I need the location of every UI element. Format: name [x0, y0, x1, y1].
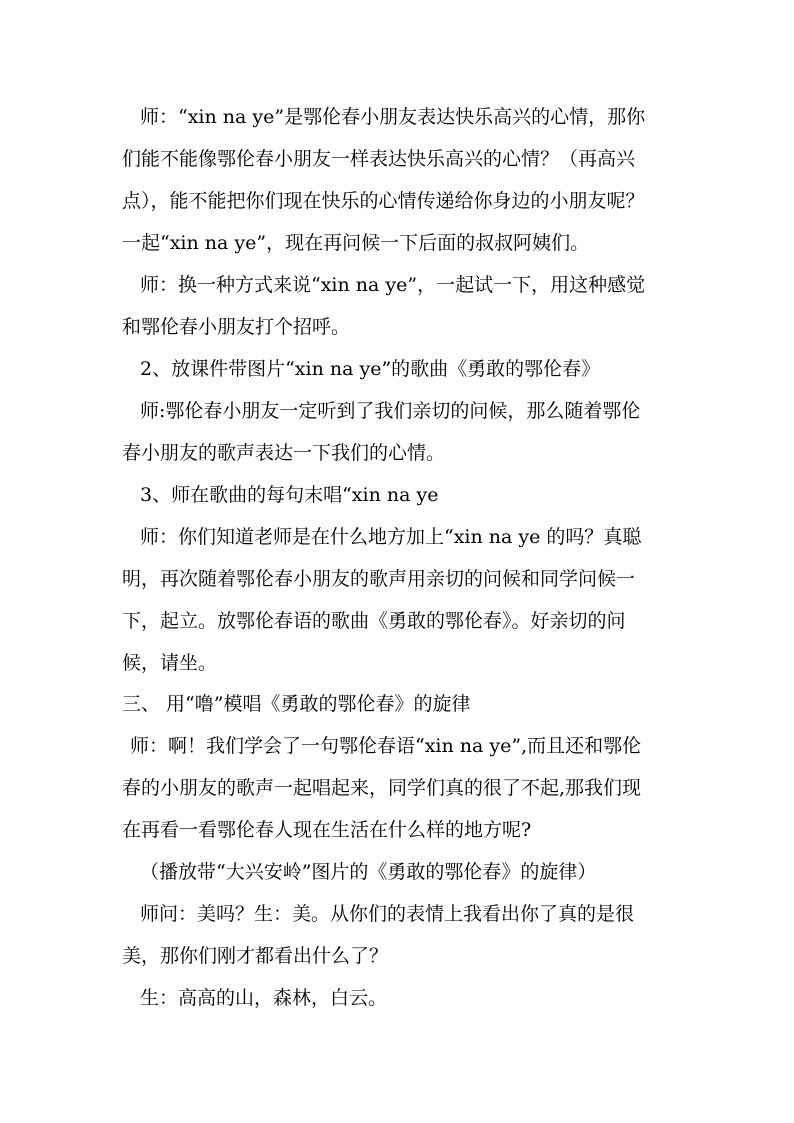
- paragraph-line: 师：你们知道老师是在什么地方加上“xin na ye 的吗？真聪: [140, 526, 642, 548]
- paragraph-line: 和鄂伦春小朋友打个招呼。: [122, 316, 351, 338]
- paragraph-line: （播放带“大兴安岭”图片的《勇敢的鄂伦春》的旋律）: [140, 861, 597, 883]
- section-heading: 3、师在歌曲的每句末唱“xin na ye: [140, 484, 439, 506]
- paragraph-line: 师：换一种方式来说“xin na ye”，一起试一下，用这种感觉: [140, 274, 646, 296]
- section-heading: 2、放课件带图片“xin na ye”的歌曲《勇敢的鄂伦春》: [140, 358, 601, 380]
- paragraph-line: 点），能不能把你们现在快乐的心情传递给你身边的小朋友呢？: [122, 190, 645, 212]
- paragraph-line: 美，那你们刚才都看出什么了？: [122, 945, 389, 967]
- paragraph-line: 生：高高的山，森林，白云。: [140, 987, 388, 1009]
- paragraph-line: 候，请坐。: [122, 652, 218, 674]
- section-heading: 三、 用“噜”模唱《勇敢的鄂伦春》的旋律: [122, 693, 471, 715]
- paragraph-line: 春的小朋友的歌声一起唱起来，同学们真的很了不起,那我们现: [122, 777, 642, 799]
- paragraph-line: 下，起立。放鄂伦春语的歌曲《勇敢的鄂伦春》。好亲切的问: [122, 610, 626, 632]
- paragraph-line: 师：“xin na ye”是鄂伦春小朋友表达快乐高兴的心情，那你: [140, 106, 646, 128]
- paragraph-line: 师：啊！我们学会了一句鄂伦春语“xin na ye”,而且还和鄂伦: [130, 735, 642, 757]
- paragraph-line: 明，再次随着鄂伦春小朋友的歌声用亲切的问候和同学问候一: [122, 568, 636, 590]
- paragraph-line: 们能不能像鄂伦春小朋友一样表达快乐高兴的心情？（再高兴: [122, 148, 636, 170]
- paragraph-line: 春小朋友的歌声表达一下我们的心情。: [122, 442, 446, 464]
- paragraph-line: 在再看一看鄂伦春人现在生活在什么样的地方呢?: [122, 819, 532, 841]
- paragraph-line: 师:鄂伦春小朋友一定听到了我们亲切的问候，那么随着鄂伦: [140, 400, 641, 422]
- paragraph-line: 师问：美吗？生：美。从你们的表情上我看出你了真的是很: [140, 903, 635, 925]
- paragraph-line: 一起“xin na ye”，现在再问候一下后面的叔叔阿姨们。: [122, 232, 590, 254]
